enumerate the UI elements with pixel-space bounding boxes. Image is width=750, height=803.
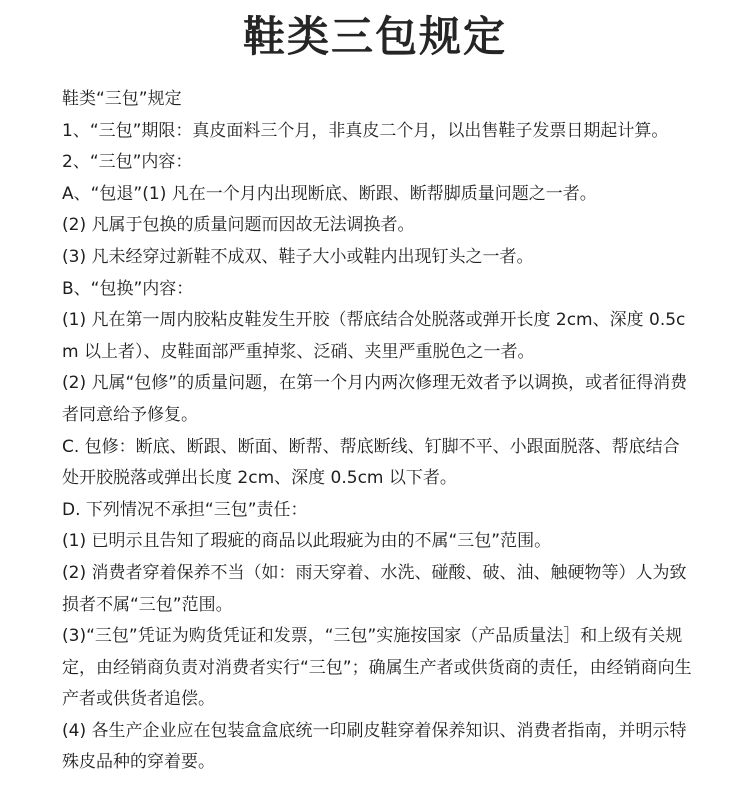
paragraph: (2) 凡属“包修”的质量问题，在第一个月内两次修理无效者予以调换，或者征得消费者同意给予修复。 <box>62 373 688 425</box>
paragraph: (1) 凡在第一周内胶粘皮鞋发生开胶（帮底结合处脱落或弹开长度 2cm、深度 0.5cm 以上者）、皮鞋面部严重掉浆、泛硝、夹里严重脱色之一者。 <box>62 310 686 362</box>
paragraph: (2) 凡属于包换的质量问题而因故无法调换者。 <box>62 215 415 236</box>
paragraph: (3)“三包”凭证为购货凭证和发票，“三包”实施按国家（产品质量法］和上级有关规定，由经销商负责对消费者实行“三包”；确属生产者或供货商的责任，由经销商向生产者或供货者追偿。 <box>62 626 692 710</box>
paragraph: (2) 消费者穿着保养不当（如：雨天穿着、水洗、碰酸、破、油、触硬物等）人为致损者不属“三包”范围。 <box>62 562 687 615</box>
paragraph: (3) 凡未经穿过新鞋不成双、鞋子大小或鞋内出现钉头之一者。 <box>62 246 534 267</box>
paragraph: 1、“三包”期限：真皮面料三个月，非真皮二个月，以出售鞋子发票日期起计算。 <box>62 120 669 141</box>
paragraph: (4) 各生产企业应在包装盒盒底统一印刷皮鞋穿着保养知识、消费者指南，并明示特殊皮品种的穿着要。 <box>62 720 687 773</box>
paragraph: (1) 已明示且告知了瑕疵的商品以此瑕疵为由的不属“三包”范围。 <box>62 531 552 552</box>
paragraph: D. 下列情况不承担“三包”责任： <box>62 499 308 520</box>
document-body <box>0 63 750 803</box>
paragraph: 2、“三包”内容： <box>62 152 193 173</box>
paragraph: A、“包退”(1) 凡在一个月内出现断底、断跟、断帮脚质量问题之一者。 <box>62 183 597 204</box>
page-title: 鞋类三包规定 <box>242 12 507 61</box>
paragraph-heading: 鞋类“三包”规定 <box>62 89 182 109</box>
paragraph: B、“包换”内容： <box>62 278 194 299</box>
paragraph: C. 包修：断底、断跟、断面、断帮、帮底断线、钉脚不平、小跟面脱落、帮底结合处开胶脱落或弹出长度 2cm、深度 0.5cm 以下者。 <box>62 436 680 489</box>
